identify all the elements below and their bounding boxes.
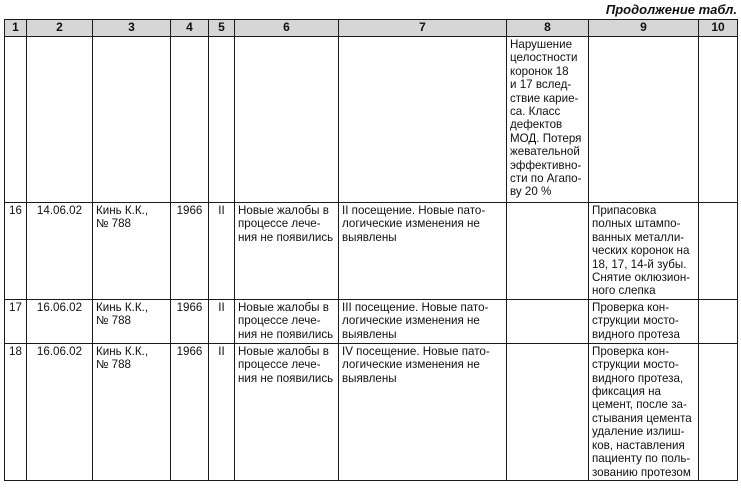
cell-text-line: № 788	[96, 314, 132, 328]
row-number-cell: 17	[5, 299, 27, 343]
table-continuation-caption: Продолжение табл.	[605, 2, 737, 17]
patient-journal-table	[4, 19, 738, 481]
column-header: 9	[589, 20, 699, 37]
cell-text-line: пациенту по поль-	[592, 452, 691, 466]
cell-text-line: Проверка кон-	[592, 344, 670, 358]
cell-text-line: МОД. Потеря	[510, 131, 582, 145]
date-cell: 14.06.02	[27, 203, 93, 300]
note-cell	[699, 343, 738, 480]
cell-text-line: 18, 17, 14-й зубы.	[592, 257, 687, 271]
cell-text-line: эффективно-	[510, 158, 582, 172]
cell-text-line: ния не появились	[238, 230, 334, 244]
visit-cell	[339, 343, 507, 480]
cell-text-line: № 788	[96, 358, 132, 372]
cell-text-line: Новые жалобы в	[238, 344, 329, 358]
cell-text-line: Новые жалобы в	[238, 300, 329, 314]
cell-text-line: Припасовка	[592, 204, 657, 217]
note-cell	[699, 37, 738, 203]
cell-text-line: процессе лече-	[238, 217, 321, 231]
diagnosis-cell	[507, 203, 589, 300]
cell-text-line: № 788	[96, 217, 132, 231]
table-row	[5, 37, 738, 203]
cell-text-line: Проверка кон-	[592, 300, 670, 314]
cell-text-line: са. Класс	[510, 105, 561, 119]
date-cell: 16.06.02	[27, 299, 93, 343]
cell-text-line: видного протеза	[592, 327, 680, 341]
patient-cell	[93, 299, 171, 343]
cell-text-line: дефектов	[510, 118, 563, 132]
stage-cell	[209, 37, 235, 203]
cell-text-line: Снятие оклюзион-	[592, 271, 691, 285]
cell-text-line: ванных металли-	[592, 230, 685, 244]
cell-text-line: целостности	[510, 51, 578, 65]
column-header: 3	[93, 20, 171, 37]
cell-text-line: и 17 вслед-	[510, 78, 572, 92]
complaints-cell	[235, 343, 339, 480]
cell-text-line: логические изменения не	[342, 314, 480, 328]
treatment-cell	[589, 37, 699, 203]
journal-body	[5, 37, 738, 481]
column-header: 1	[5, 20, 27, 37]
cell-text-line: удаление излиш-	[592, 425, 685, 439]
row-number-cell	[5, 37, 27, 203]
table-row	[5, 343, 738, 480]
column-header: 5	[209, 20, 235, 37]
cell-text-line: выявлены	[342, 327, 397, 341]
birth-year-cell: 1966	[171, 299, 209, 343]
table-row	[5, 299, 738, 343]
date-cell	[27, 37, 93, 203]
cell-text-line: процессе лече-	[238, 314, 321, 328]
visit-cell	[339, 203, 507, 300]
treatment-cell	[589, 299, 699, 343]
row-number-cell: 18	[5, 343, 27, 480]
cell-text-line: Кинь К.К.,	[96, 300, 149, 314]
cell-text-line: III посещение. Новые пато-	[342, 300, 489, 314]
stage-cell: II	[209, 203, 235, 300]
cell-text-line: II посещение. Новые пато-	[342, 204, 486, 217]
column-header: 2	[27, 20, 93, 37]
birth-year-cell	[171, 37, 209, 203]
cell-text-line: Новые жалобы в	[238, 204, 329, 217]
column-header: 10	[699, 20, 738, 37]
cell-text-line: коронок 18	[510, 64, 569, 78]
cell-text-line: ния не появились	[238, 327, 334, 341]
complaints-cell	[235, 37, 339, 203]
cell-text-line: струкции мосто-	[592, 358, 679, 372]
note-cell	[699, 299, 738, 343]
cell-text-line: ческих коронок на	[592, 244, 690, 258]
cell-text-line: ву 20 %	[510, 185, 552, 199]
diagnosis-cell	[507, 37, 589, 203]
note-cell	[699, 203, 738, 300]
date-cell: 16.06.02	[27, 343, 93, 480]
cell-text-line: зованию протезом	[592, 465, 691, 479]
visit-cell	[339, 299, 507, 343]
patient-cell	[93, 343, 171, 480]
stage-cell: II	[209, 299, 235, 343]
cell-text-line: стывания цемента	[592, 411, 692, 425]
birth-year-cell: 1966	[171, 343, 209, 480]
cell-text-line: видного протеза,	[592, 371, 684, 385]
column-header: 8	[507, 20, 589, 37]
patient-cell	[93, 37, 171, 203]
visit-cell	[339, 37, 507, 203]
stage-cell: II	[209, 343, 235, 480]
complaints-cell	[235, 203, 339, 300]
diagnosis-cell	[507, 343, 589, 480]
treatment-cell	[589, 203, 699, 300]
patient-cell	[93, 203, 171, 300]
cell-text-line: процессе лече-	[238, 358, 321, 372]
row-number-cell: 16	[5, 203, 27, 300]
cell-text-line: Кинь К.К.,	[96, 204, 149, 217]
cell-text-line: ного слепка	[592, 284, 656, 298]
complaints-cell	[235, 299, 339, 343]
treatment-cell	[589, 343, 699, 480]
cell-text-line: IV посещение. Новые пато-	[342, 344, 490, 358]
cell-text-line: жевательной	[510, 145, 580, 159]
cell-text-line: струкции мосто-	[592, 314, 679, 328]
cell-text-line: выявлены	[342, 371, 397, 385]
cell-text-line: сти по Агапо-	[510, 172, 582, 186]
cell-text-line: фиксация на	[592, 385, 661, 399]
table-row	[5, 203, 738, 300]
cell-text-line: логические изменения не	[342, 358, 480, 372]
cell-text-line: цемент, после за-	[592, 398, 687, 412]
cell-text-line: ствие карие-	[510, 91, 579, 105]
cell-text-line: Нарушение	[510, 38, 573, 51]
cell-text-line: логические изменения не	[342, 217, 480, 231]
column-header: 6	[235, 20, 339, 37]
birth-year-cell: 1966	[171, 203, 209, 300]
cell-text-line: ния не появились	[238, 371, 334, 385]
column-header: 7	[339, 20, 507, 37]
cell-text-line: полных штампо-	[592, 217, 681, 231]
header-row	[5, 20, 738, 37]
cell-text-line: ков, наставления	[592, 438, 685, 452]
cell-text-line: выявлены	[342, 230, 397, 244]
diagnosis-cell	[507, 299, 589, 343]
cell-text-line: Кинь К.К.,	[96, 344, 149, 358]
column-header: 4	[171, 20, 209, 37]
